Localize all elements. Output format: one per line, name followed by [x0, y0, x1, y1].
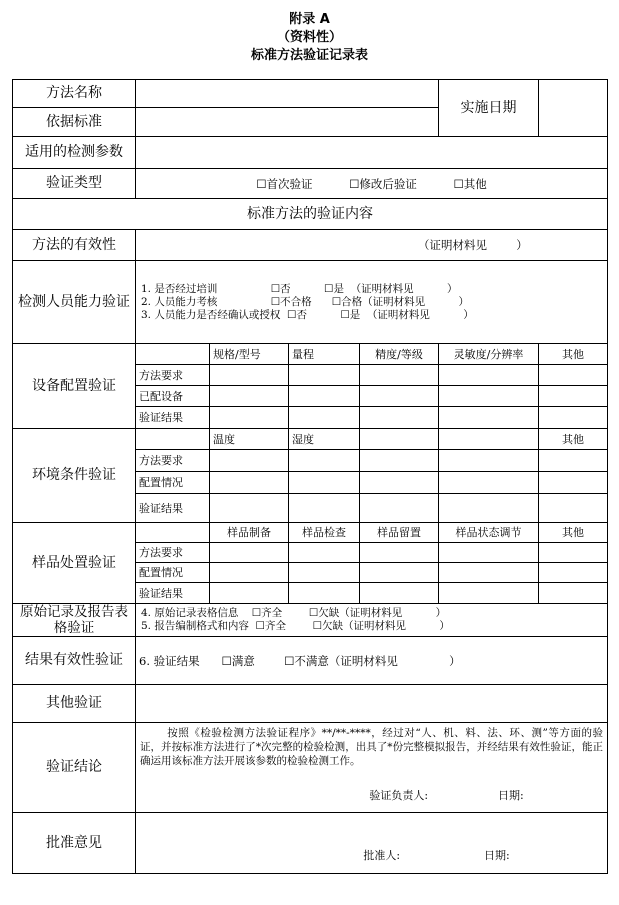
- sample-label: 样品处置验证: [13, 523, 136, 604]
- environment-cell[interactable]: [439, 472, 539, 494]
- validity-label: 方法的有效性: [13, 230, 136, 261]
- personnel-label: 检测人员能力验证: [13, 261, 136, 344]
- basis-standard-label: 依据标准: [13, 108, 136, 137]
- sample-cell[interactable]: [539, 583, 608, 604]
- equipment-cell[interactable]: [210, 407, 289, 429]
- environment-cell[interactable]: [289, 450, 360, 472]
- equipment-cell[interactable]: [360, 365, 439, 386]
- sample-header: 其他: [539, 523, 608, 543]
- equipment-cell[interactable]: [539, 365, 608, 386]
- sample-cell[interactable]: [539, 563, 608, 583]
- sample-cell[interactable]: [360, 583, 439, 604]
- sample-cell[interactable]: [360, 543, 439, 563]
- result-validity-items[interactable]: 6. 验证结果 ☐满意 ☐不满意（证明材料见 ）: [136, 637, 608, 685]
- equipment-header: 灵敏度/分辨率: [439, 344, 539, 365]
- params-label: 适用的检测参数: [13, 137, 136, 169]
- conclusion-label: 验证结论: [13, 723, 136, 813]
- equipment-header: 其他: [539, 344, 608, 365]
- records-items[interactable]: 4. 原始记录表格信息 ☐齐全 ☐欠缺（证明材料见 ） 5. 报告编制格式和内容 ☐齐全 ☐欠缺（证明材料见 ）: [136, 604, 608, 637]
- sample-cell[interactable]: [439, 543, 539, 563]
- equipment-cell[interactable]: [360, 386, 439, 407]
- form-title: 标准方法验证记录表: [250, 48, 368, 63]
- conclusion-text: 按照《检验检测方法验证程序》**/**-****，经过对“人、机、料、法、环、测”等方面的验证，并按标准方法进行了*次完整的检验检测，出具了*份完整模拟报告，并经结果有效性验证，能正确运用该标准方法开展该参数的检验检测工作。: [140, 727, 603, 767]
- sample-cell[interactable]: [289, 583, 360, 604]
- verify-type-label: 验证类型: [13, 169, 136, 199]
- environment-cell[interactable]: [360, 450, 439, 472]
- equipment-cell[interactable]: [289, 386, 360, 407]
- equipment-row-label: 方法要求: [136, 365, 210, 386]
- environment-row-label: 方法要求: [136, 450, 210, 472]
- environment-row-label: 验证结果: [136, 494, 210, 523]
- environment-header-blank: [360, 429, 439, 450]
- validity-field[interactable]: （证明材料见 ）: [136, 230, 608, 261]
- environment-cell[interactable]: [360, 494, 439, 523]
- sample-cell[interactable]: [360, 563, 439, 583]
- equipment-cell[interactable]: [539, 407, 608, 429]
- equipment-cell[interactable]: [289, 365, 360, 386]
- sample-cell[interactable]: [210, 563, 289, 583]
- environment-row-label: 配置情况: [136, 472, 210, 494]
- environment-cell[interactable]: [439, 450, 539, 472]
- method-name-label: 方法名称: [13, 80, 136, 108]
- appendix-label: 附录 A: [289, 12, 330, 27]
- other-verify-field[interactable]: [136, 685, 608, 723]
- impl-date-label: 实施日期: [439, 80, 539, 137]
- sample-cell[interactable]: [210, 583, 289, 604]
- equipment-cell[interactable]: [439, 407, 539, 429]
- appendix-nature: （资料性）: [276, 30, 342, 45]
- environment-cell[interactable]: [210, 472, 289, 494]
- sample-header: 样品制备: [210, 523, 289, 543]
- equipment-cell[interactable]: [210, 386, 289, 407]
- conclusion-cell: [136, 723, 608, 813]
- verification-record-table: [12, 79, 608, 874]
- content-section-title: 标准方法的验证内容: [13, 199, 608, 230]
- equipment-label: 设备配置验证: [13, 344, 136, 429]
- conclusion-signer: 验证负责人: 日期:: [369, 789, 524, 802]
- environment-header: 其他: [539, 429, 608, 450]
- equipment-cell[interactable]: [539, 386, 608, 407]
- equipment-cell[interactable]: [210, 365, 289, 386]
- equipment-corner-cell: [136, 344, 210, 365]
- verify-type-options[interactable]: ☐首次验证 ☐修改后验证 ☐其他: [136, 169, 608, 199]
- environment-cell[interactable]: [539, 472, 608, 494]
- sample-row-label: 配置情况: [136, 563, 210, 583]
- environment-corner-cell: [136, 429, 210, 450]
- personnel-items[interactable]: 1. 是否经过培训 ☐否 ☐是 （证明材料见 ） 2. 人员能力考核 ☐不合格 ☐合格（证明材料见 ） 3. 人员能力是否经确认或授权 ☐否 ☐是 （证明材料见 ）: [136, 261, 608, 344]
- sample-header: 样品检查: [289, 523, 360, 543]
- approval-label: 批准意见: [13, 813, 136, 874]
- sample-header: 样品留置: [360, 523, 439, 543]
- equipment-cell[interactable]: [439, 365, 539, 386]
- equipment-header: 规格/型号: [210, 344, 289, 365]
- environment-cell[interactable]: [210, 494, 289, 523]
- records-label: 原始记录及报告表格验证: [13, 604, 136, 637]
- sample-cell[interactable]: [439, 563, 539, 583]
- params-field[interactable]: [136, 137, 608, 169]
- sample-header: 样品状态调节: [439, 523, 539, 543]
- sample-cell[interactable]: [539, 543, 608, 563]
- approval-signer: 批准人: 日期:: [363, 849, 510, 862]
- environment-header: 温度: [210, 429, 289, 450]
- environment-cell[interactable]: [539, 450, 608, 472]
- environment-cell[interactable]: [289, 472, 360, 494]
- environment-label: 环境条件验证: [13, 429, 136, 523]
- impl-date-field[interactable]: [539, 80, 608, 137]
- environment-cell[interactable]: [289, 494, 360, 523]
- equipment-cell[interactable]: [439, 386, 539, 407]
- equipment-header: 精度/等级: [360, 344, 439, 365]
- equipment-header: 量程: [289, 344, 360, 365]
- sample-cell[interactable]: [289, 543, 360, 563]
- environment-cell[interactable]: [210, 450, 289, 472]
- sample-row-label: 方法要求: [136, 543, 210, 563]
- approval-cell[interactable]: [136, 813, 608, 874]
- method-name-field[interactable]: [136, 80, 439, 108]
- sample-cell[interactable]: [210, 543, 289, 563]
- equipment-row-label: 已配设备: [136, 386, 210, 407]
- sample-row-label: 验证结果: [136, 583, 210, 604]
- environment-cell[interactable]: [360, 472, 439, 494]
- other-verify-label: 其他验证: [13, 685, 136, 723]
- sample-cell[interactable]: [439, 583, 539, 604]
- environment-header: 湿度: [289, 429, 360, 450]
- environment-cell[interactable]: [439, 494, 539, 523]
- environment-header-blank: [439, 429, 539, 450]
- result-validity-label: 结果有效性验证: [13, 637, 136, 685]
- equipment-row-label: 验证结果: [136, 407, 210, 429]
- equipment-cell[interactable]: [360, 407, 439, 429]
- sample-cell[interactable]: [289, 563, 360, 583]
- environment-cell[interactable]: [539, 494, 608, 523]
- basis-standard-field[interactable]: [136, 108, 439, 137]
- sample-corner-cell: [136, 523, 210, 543]
- equipment-cell[interactable]: [289, 407, 360, 429]
